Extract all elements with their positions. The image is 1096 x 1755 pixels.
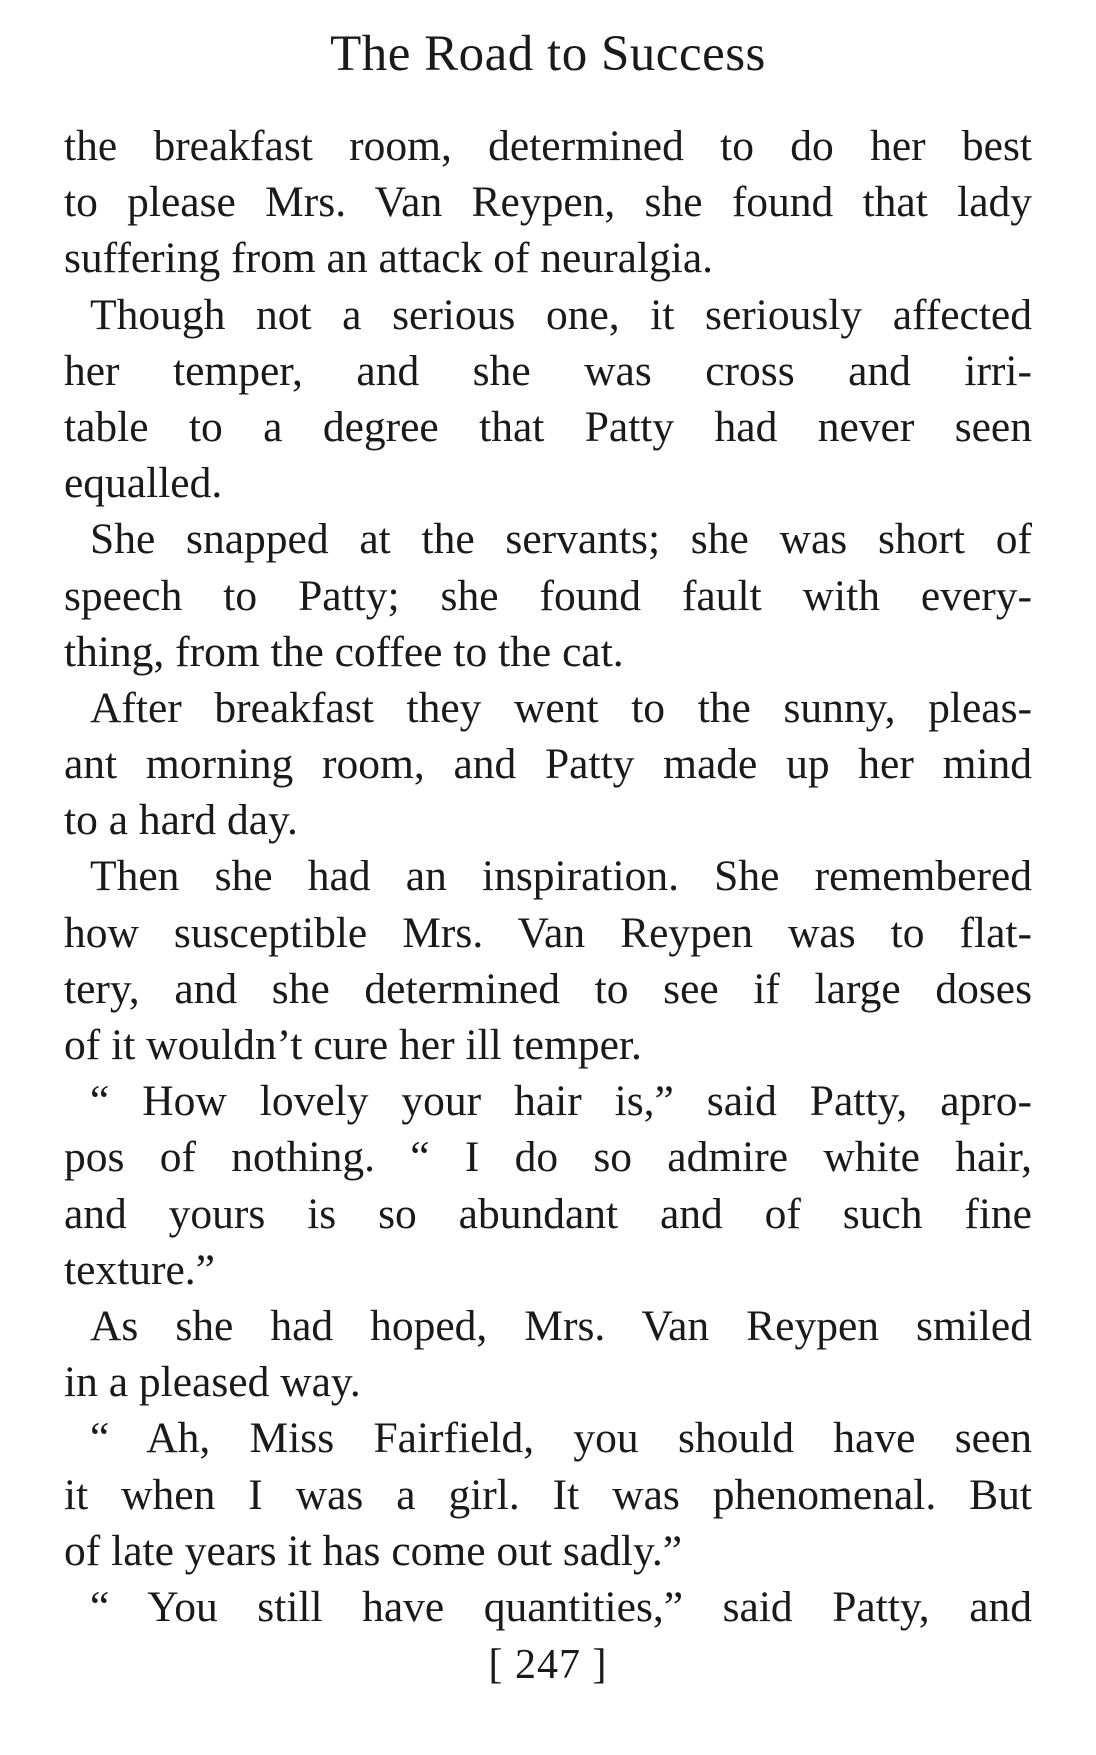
text-line: tery, and she determined to see if large doses bbox=[64, 964, 1032, 1013]
text-line: texture.” bbox=[64, 1245, 215, 1294]
page-number: [ 247 ] bbox=[488, 1642, 608, 1688]
text-line: speech to Patty; she found fault with every- bbox=[64, 571, 1032, 620]
text-line: “ Ah, Miss Fairfield, you should have seen bbox=[90, 1414, 1032, 1463]
text-line: it when I was a girl. It was phenomenal. But bbox=[64, 1470, 1032, 1519]
text-line: As she had hoped, Mrs. Van Reypen smiled bbox=[90, 1301, 1032, 1350]
text-line: of it wouldn’t cure her ill temper. bbox=[64, 1021, 642, 1069]
text-line: to please Mrs. Van Reypen, she found that lady bbox=[64, 178, 1032, 227]
text-line: of late years it has come out sadly.” bbox=[64, 1526, 683, 1575]
text-line: equalled. bbox=[64, 459, 223, 508]
text-line: suffering from an attack of neuralgia. bbox=[64, 234, 714, 283]
running-head: The Road to Success bbox=[330, 26, 766, 82]
text-line: “ You still have quantities,” said Patty, and bbox=[90, 1582, 1032, 1631]
text-line: ant morning room, and Patty made up her mind bbox=[64, 740, 1032, 789]
text-line: thing, from the coffee to the cat. bbox=[64, 627, 624, 676]
text-line: table to a degree that Patty had never seen bbox=[64, 402, 1032, 451]
text-line: pos of nothing. “ I do so admire white hair, bbox=[64, 1133, 1032, 1182]
text-line: After breakfast they went to the sunny, pleas- bbox=[90, 683, 1032, 732]
text-line: and yours is so abundant and of such fine bbox=[64, 1189, 1032, 1238]
text-line: She snapped at the servants; she was short of bbox=[90, 515, 1032, 564]
text-line: to a hard day. bbox=[64, 796, 298, 845]
text-line: how susceptible Mrs. Van Reypen was to flat- bbox=[64, 908, 1032, 957]
text-line: her temper, and she was cross and irri- bbox=[64, 346, 1032, 395]
text-line: Though not a serious one, it seriously affected bbox=[90, 290, 1032, 339]
text-line: in a pleased way. bbox=[64, 1358, 361, 1407]
body-text bbox=[64, 118, 1032, 1635]
text-line: “ How lovely your hair is,” said Patty, apro- bbox=[90, 1077, 1032, 1126]
text-line: Then she had an inspiration. She remembered bbox=[90, 852, 1032, 901]
text-line: the breakfast room, determined to do her best bbox=[64, 122, 1032, 170]
